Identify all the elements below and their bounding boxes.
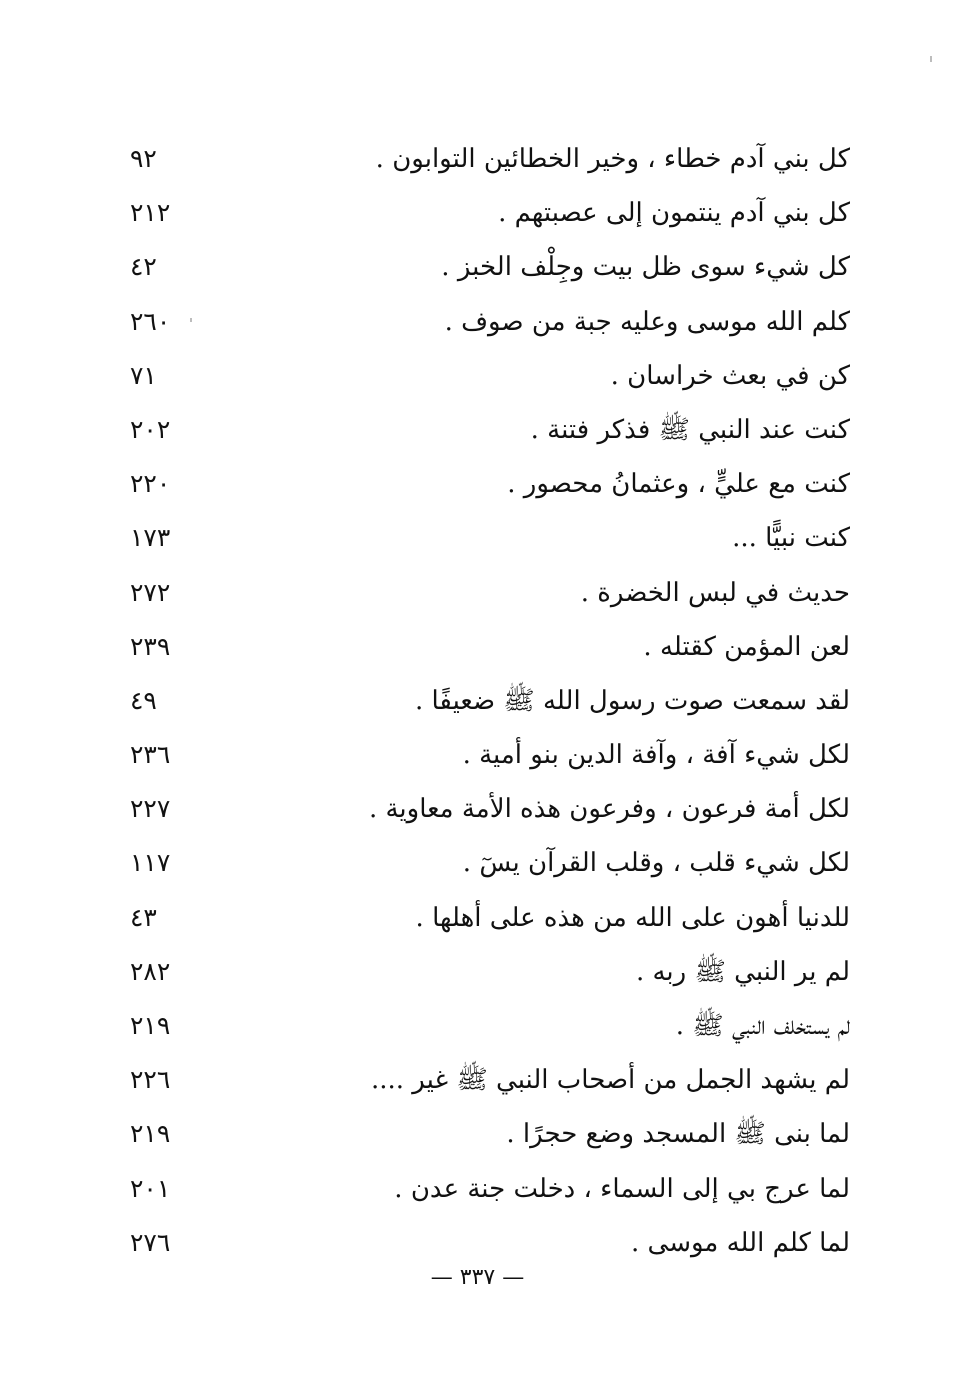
index-entry	[120, 837, 850, 891]
entry-text: كلم الله موسى وعليه جبة من صوف .	[444, 306, 850, 337]
entry-page-number: ٢٢٧	[130, 794, 171, 824]
index-entry	[120, 1000, 850, 1054]
index-entry	[120, 512, 850, 566]
index-entry	[120, 729, 850, 783]
index-entry	[120, 1054, 850, 1108]
entry-page-number: ٤٩	[130, 685, 157, 715]
entry-page-number: ٢٧٢	[130, 577, 171, 607]
entry-page-number: ٢٧٦	[130, 1227, 171, 1257]
index-entry	[120, 892, 850, 946]
index-entry	[120, 350, 850, 404]
entry-text: كنت مع عليٍّ ، وعثمانُ محصور .	[507, 469, 850, 500]
entry-page-number: ٢٨٢	[130, 956, 171, 986]
entry-text: لم ير النبي ﷺ ربه .	[635, 956, 850, 987]
index-entry	[120, 1163, 850, 1217]
entry-text: كن في بعث خراسان .	[610, 360, 850, 391]
index-entry	[120, 187, 850, 241]
entry-page-number: ١١٧	[130, 848, 171, 878]
hadith-index-list	[120, 133, 850, 1271]
entry-page-number: ٢١٩	[130, 1119, 171, 1149]
entry-page-number: ٩٢	[130, 144, 157, 173]
entry-page-number: ٢٢٦	[130, 1065, 171, 1095]
entry-page-number: ٢٠٢	[130, 414, 171, 444]
index-entry	[120, 783, 850, 837]
entry-page-number: ٢٢٠	[130, 469, 171, 499]
entry-text: لما بنى ﷺ المسجد وضع حجرًا .	[506, 1119, 850, 1150]
scan-speck	[930, 56, 932, 62]
entry-page-number: ٢٣٦	[130, 740, 171, 770]
page-number-footer: — ٣٣٧ —	[430, 1265, 525, 1290]
entry-text: كل بني آدم ينتمون إلى عصبتهم .	[498, 198, 850, 229]
entry-text: حديث في لبس الخضرة .	[580, 577, 850, 608]
entry-page-number: ٢١٢	[130, 198, 171, 228]
entry-page-number: ٢٣٩	[130, 631, 171, 661]
index-entry	[120, 404, 850, 458]
entry-page-number: ٢١٩	[130, 1011, 171, 1040]
entry-text: لما عرج بي إلى السماء ، دخلت جنة عدن .	[394, 1173, 850, 1204]
index-entry	[120, 133, 850, 187]
entry-text: لعن المؤمن كقتله .	[643, 631, 850, 662]
entry-text: لكل أمة فرعون ، وفرعون هذه الأمة معاوية .	[368, 794, 850, 825]
index-entry	[120, 567, 850, 621]
entry-text: كنت عند النبي ﷺ فذكر فتنة .	[530, 414, 850, 445]
entry-text: للدنيا أهون على الله من هذه على أهلها .	[415, 902, 850, 933]
entry-page-number: ١٧٣	[130, 523, 171, 553]
entry-page-number: ٤٣	[130, 902, 157, 932]
entry-text: كل شيء سوى ظل بيت وجِلْف الخبز .	[441, 252, 850, 283]
index-entry	[120, 621, 850, 675]
index-entry	[120, 296, 850, 350]
entry-text: لكل شيء قلب ، وقلب القرآن يسٓ .	[462, 848, 850, 879]
entry-page-number: ٧١	[130, 360, 157, 390]
entry-text: كل بني آدم خطاء ، وخير الخطائين التوابون .	[375, 144, 850, 174]
entry-text: لم يشهد الجمل من أصحاب النبي ﷺ غير ....	[370, 1065, 850, 1096]
index-entry	[120, 1108, 850, 1162]
entry-page-number: ٢٦٠	[130, 306, 171, 336]
entry-page-number: ٤٢	[130, 252, 157, 282]
entry-text: كنت نبيًّا ...	[732, 523, 850, 554]
entry-page-number: ٢٠١	[130, 1173, 171, 1203]
entry-text: لم يستخلف النبي ﷺ .	[675, 1011, 850, 1041]
entry-text: لكل شيء آفة ، وآفة الدين بنو أمية .	[462, 740, 850, 771]
entry-text: لقد سمعت صوت رسول الله ﷺ ضعيفًا .	[414, 685, 850, 716]
index-entry	[120, 458, 850, 512]
entry-text: لما كلم الله موسى .	[631, 1227, 850, 1258]
index-entry	[120, 675, 850, 729]
index-entry	[120, 946, 850, 1000]
index-entry	[120, 241, 850, 295]
